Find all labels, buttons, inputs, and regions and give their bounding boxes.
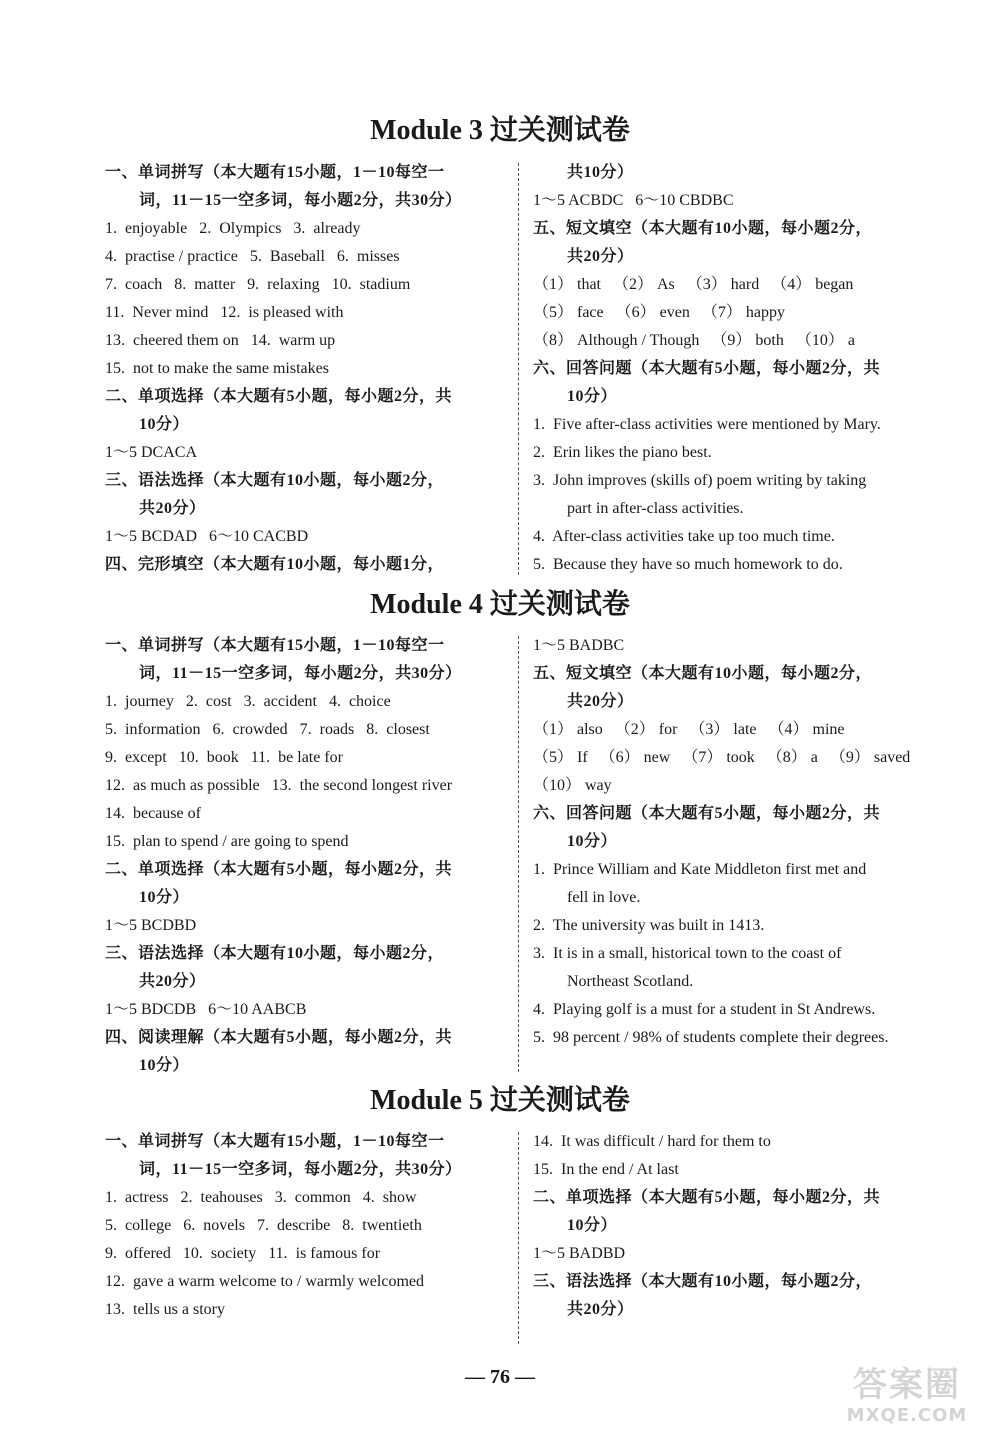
section-heading: 共20分） [567,1301,634,1318]
answer-line: 13. cheered them on 14. warm up [105,332,336,349]
module-3-column-divider [518,163,519,575]
answer-line: 1～5 BADBC [533,637,625,654]
section-heading: 二、单项选择（本大题有5小题，每小题2分，共 [533,1189,881,1206]
answer-line: 4. After-class activities take up too much time. [533,528,835,545]
section-heading: 五、短文填空（本大题有10小题，每小题2分， [533,665,873,682]
answer-line: 5. information 6. crowded 7. roads 8. closest [105,721,430,738]
answer-line: 1. journey 2. cost 3. accident 4. choice [105,693,391,710]
answer-line: 3. It is in a small, historical town to the coast of [533,945,842,962]
section-heading: 共20分） [567,248,634,265]
module-5-left-column [105,1128,505,1324]
answer-line: 1. Five after-class activities were mentioned by Mary. [533,416,881,433]
section-heading: 一、单词拼写（本大题有15小题，1－10每空一 [105,164,445,181]
answer-line: 1. Prince William and Kate Middleton first met and [533,861,867,878]
answer-line: 4. practise / practice 5. Baseball 6. misses [105,248,400,265]
module-3-right-column [533,159,933,579]
section-heading: 二、单项选择（本大题有5小题，每小题2分，共 [105,861,453,878]
answer-line: （1） that （2） As （3） hard （4） began [533,276,854,293]
answer-line: 2. The university was built in 1413. [533,917,765,934]
answer-line: （8） Although / Though （9） both （10） a [533,332,855,349]
answer-line: 1. actress 2. teahouses 3. common 4. show [105,1189,417,1206]
section-heading: 四、完形填空（本大题有10小题，每小题1分， [105,556,445,573]
section-heading: 一、单词拼写（本大题有15小题，1－10每空一 [105,637,445,654]
answer-line: 15. plan to spend / are going to spend [105,833,349,850]
answer-line: 1. enjoyable 2. Olympics 3. already [105,220,361,237]
module-4-right-column [533,632,933,1052]
section-heading: 二、单项选择（本大题有5小题，每小题2分，共 [105,388,453,405]
section-heading: 词，11－15一空多词，每小题2分，共30分） [139,1161,462,1178]
answer-line: 12. gave a warm welcome to / warmly welcomed [105,1273,424,1290]
answer-line: 1～5 DCACA [105,444,198,461]
module-4-left-column [105,632,505,1080]
answer-line: （10） way [533,777,612,794]
section-heading: 10分） [139,1057,190,1074]
answer-line: 1～5 BDCDB 6～10 AABCB [105,1001,307,1018]
answer-line: 1～5 BCDBD [105,917,197,934]
section-heading: 10分） [139,416,190,433]
answer-line: 9. except 10. book 11. be late for [105,749,344,766]
section-heading: 三、语法选择（本大题有10小题，每小题2分， [105,945,445,962]
answer-line: 13. tells us a story [105,1301,225,1318]
section-heading: 六、回答问题（本大题有5小题，每小题2分，共 [533,805,881,822]
section-heading: 词，11－15一空多词，每小题2分，共30分） [139,192,462,209]
answer-line: 3. John improves (skills of) poem writing by taking [533,472,867,489]
watermark [832,1365,982,1435]
answer-line: Northeast Scotland. [567,973,694,990]
answer-line: fell in love. [567,889,641,906]
section-heading: 共10分） [567,164,634,181]
answer-line: 5. college 6. novels 7. describe 8. twentieth [105,1217,422,1234]
section-heading: 10分） [139,889,190,906]
section-heading: 五、短文填空（本大题有10小题，每小题2分， [533,220,873,237]
answer-line: 15. not to make the same mistakes [105,360,329,377]
answer-line: （1） also （2） for （3） late （4） mine [533,721,845,738]
answer-line: 1～5 BCDAD 6～10 CACBD [105,528,309,545]
answer-line: 5. 98 percent / 98% of students complete their degrees. [533,1029,889,1046]
answer-line: 11. Never mind 12. is pleased with [105,304,344,321]
section-heading: 三、语法选择（本大题有10小题，每小题2分， [533,1273,873,1290]
answer-line: （5） face （6） even （7） happy [533,304,785,321]
module-4-column-divider [518,636,519,1072]
section-heading: 词，11－15一空多词，每小题2分，共30分） [139,665,462,682]
module-5-column-divider [518,1132,519,1344]
section-heading: 一、单词拼写（本大题有15小题，1－10每空一 [105,1133,445,1150]
answer-line: 2. Erin likes the piano best. [533,444,712,461]
section-heading: 共20分） [567,693,634,710]
module-3-title: Module 3 过关测试卷 [370,115,630,146]
section-heading: 10分） [567,1217,618,1234]
watermark-logo: 答案圈 [853,1365,961,1405]
answer-line: 1～5 ACBDC 6～10 CBDBC [533,192,734,209]
answer-line: 4. Playing golf is a must for a student in St Andrews. [533,1001,876,1018]
answer-line: 14. It was difficult / hard for them to [533,1133,771,1150]
answer-line: （5） If （6） new （7） took （8） a （9） saved [533,749,911,766]
section-heading: 10分） [567,833,618,850]
answer-line: 14. because of [105,805,201,822]
answer-line: 1～5 BADBD [533,1245,626,1262]
module-3-left-column [105,159,505,579]
section-heading: 六、回答问题（本大题有5小题，每小题2分，共 [533,360,881,377]
answer-line: 12. as much as possible 13. the second longest river [105,777,453,794]
module-5-title: Module 5 过关测试卷 [370,1085,630,1116]
module-5-right-column [533,1128,933,1324]
section-heading: 四、阅读理解（本大题有5小题，每小题2分，共 [105,1029,453,1046]
module-4-title: Module 4 过关测试卷 [370,589,630,620]
page-number: — 76 — [465,1366,535,1388]
answer-line: 7. coach 8. matter 9. relaxing 10. stadium [105,276,411,293]
section-heading: 10分） [567,388,618,405]
section-heading: 共20分） [139,500,206,517]
answer-line: 15. In the end / At last [533,1161,679,1178]
answer-line: 9. offered 10. society 11. is famous for [105,1245,381,1262]
watermark-url: MXQE.COM [846,1405,968,1426]
answer-line: part in after-class activities. [567,500,744,517]
section-heading: 共20分） [139,973,206,990]
answer-line: 5. Because they have so much homework to do. [533,556,843,573]
section-heading: 三、语法选择（本大题有10小题，每小题2分， [105,472,445,489]
